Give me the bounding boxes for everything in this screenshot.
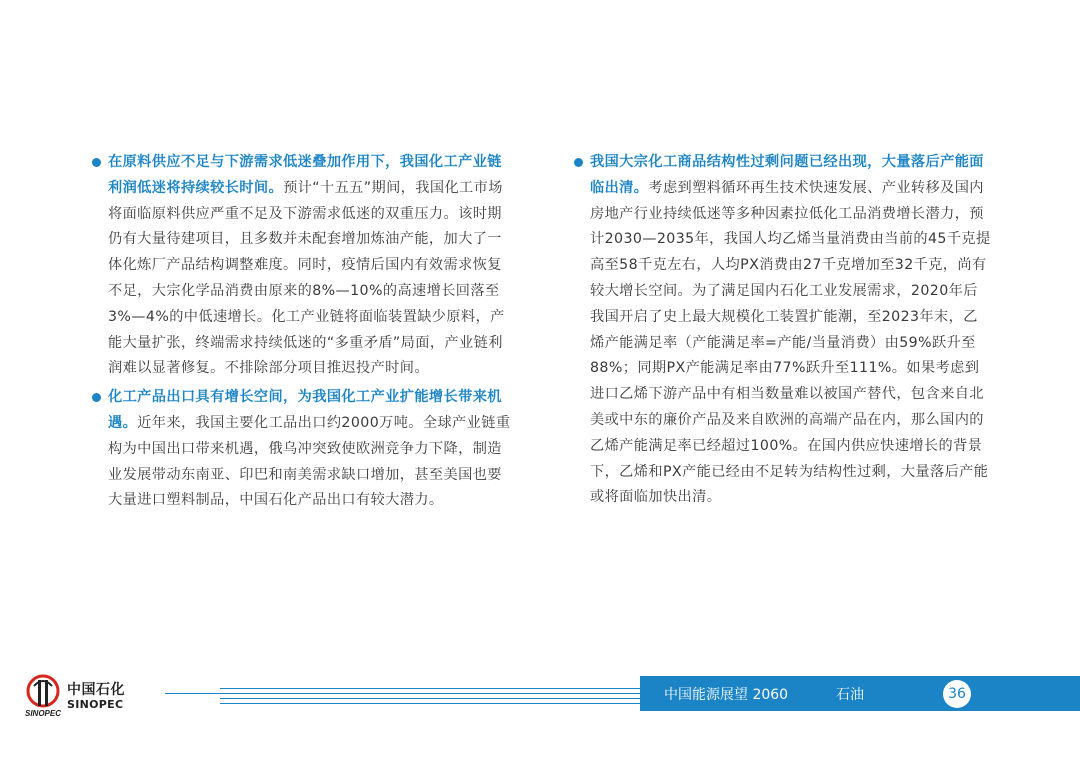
logo-english-name: SINOPEC	[67, 698, 124, 711]
bullet-paragraph	[90, 385, 512, 514]
sinopec-logo	[24, 672, 134, 720]
publication-title: 中国能源展望 2060	[664, 687, 789, 703]
sinopec-emblem-icon	[24, 672, 64, 718]
bullet-dot	[574, 158, 583, 167]
paragraph-headline: 在原料供应不足与下游需求低迷叠加作用下，我国化工产业链利润低迷将持续较长时间。	[108, 154, 502, 196]
section-label: 石油	[836, 687, 864, 703]
footer-rule	[165, 693, 640, 694]
logo-chinese-name: 中国石化	[67, 682, 125, 698]
page-number: 36	[943, 680, 971, 708]
footer-rule	[220, 688, 640, 689]
bullet-paragraph	[572, 150, 992, 511]
paragraph-body: 考虑到塑料循环再生技术快速发展、产业转移及国内房地产行业持续低迷等多种因素拉低化工品消费增长潜力，预计2030—2035年，我国人均乙烯当量消费由当前的45千克提高至58千克左右，人均PX消费由27千克增加至32千克，尚有较大增长空间。为了满足国内石化工业发展需求，2020年后我国开启了史上最大规模化工装置扩能潮，至2023年末，乙烯产能满足率（产能满足率=产能/当量消费）由59%跃升至88%；同期PX产能满足率由77%跃升至111%。如果考虑到进口乙烯下游产品中有相当数量难以被国产替代，包含来自北美或中东的廉价产品及来自欧洲的高端产品在内，那么国内的乙烯产能满足率已经超过100%。在国内供应快速增长的背景下，乙烯和PX产能已经由不足转为结构性过剩，大量落后产能或将面临加快出清。	[590, 179, 991, 506]
paragraph-headline: 化工产品出口具有增长空间，为我国化工产业扩能增长带来机遇。	[108, 389, 502, 431]
right-column	[572, 150, 992, 514]
svg-text:SINOPEC: SINOPEC	[25, 709, 62, 718]
bullet-paragraph	[90, 150, 512, 382]
footer-rule	[220, 703, 640, 704]
footer-band	[640, 676, 1080, 711]
bullet-dot	[92, 393, 101, 402]
paragraph-headline: 我国大宗化工商品结构性过剩问题已经出现，大量落后产能面临出清。	[590, 154, 984, 196]
paragraph-body: 近年来，我国主要化工品出口约2000万吨。全球产业链重构为中国出口带来机遇，俄乌冲突致使欧洲竞争力下降，制造业发展带动东南亚、印巴和南美需求缺口增加，甚至美国也要大量进口塑料制品，中国石化产品出口有较大潜力。	[108, 414, 511, 509]
left-column	[90, 150, 512, 517]
bullet-dot	[92, 158, 101, 167]
footer-rule	[220, 698, 640, 699]
paragraph-body: 预计“十五五”期间，我国化工市场将面临原料供应严重不足及下游需求低迷的双重压力。该时期仍有大量待建项目，且多数并未配套增加炼油产能，加大了一体化炼厂产品结构调整难度。同时，疫情后国内有效需求恢复不足，大宗化学品消费由原来的8%—10%的高速增长回落至3%—4%的中低速增长。化工产业链将面临装置缺少原料，产能大量扩张，终端需求持续低迷的“多重矛盾”局面，产业链利润难以显著修复。不排除部分项目推迟投产时间。	[108, 179, 505, 377]
